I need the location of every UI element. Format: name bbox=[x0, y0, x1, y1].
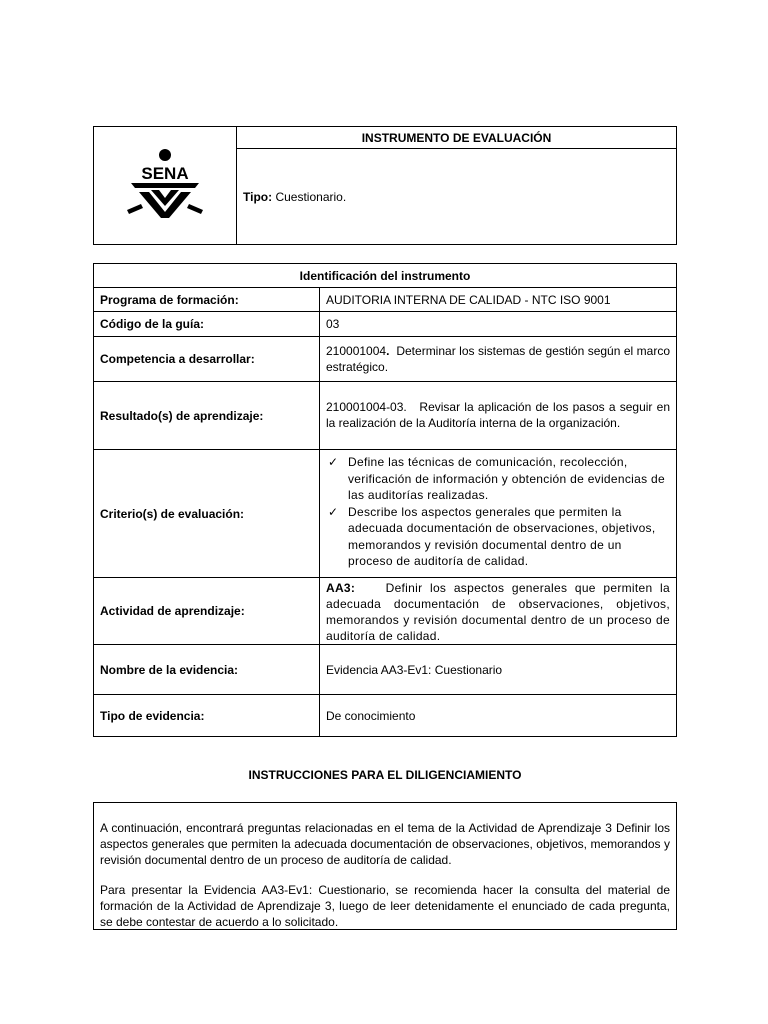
row-label: Código de la guía: bbox=[94, 312, 320, 337]
activity-code: AA3: bbox=[326, 581, 356, 595]
row-value: 210001004. Determinar los sistemas de gestión según el marco estratégico. bbox=[320, 337, 677, 382]
instructions-box bbox=[93, 802, 677, 930]
row-value: Evidencia AA3-Ev1: Cuestionario bbox=[320, 645, 677, 695]
identification-title: Identificación del instrumento bbox=[94, 264, 677, 288]
row-value: 03 bbox=[320, 312, 677, 337]
criteria-cell bbox=[320, 450, 677, 578]
instructions-title: INSTRUCCIONES PARA EL DILIGENCIAMIENTO bbox=[248, 768, 522, 782]
tipo-label: Tipo: bbox=[243, 189, 273, 204]
logo-cell bbox=[94, 127, 237, 245]
row-value: AUDITORIA INTERNA DE CALIDAD - NTC ISO 9001 bbox=[320, 288, 677, 312]
tipo-cell bbox=[237, 149, 677, 245]
row-label: Programa de formación: bbox=[94, 288, 320, 312]
criteria-text: Define las técnicas de comunicación, recolección, verificación de información y obtención de evidencias de las auditorías realizadas. bbox=[348, 455, 665, 502]
row-label: Nombre de la evidencia: bbox=[94, 645, 320, 695]
check-icon: ✓ bbox=[328, 455, 339, 469]
row-value: 210001004-03. Revisar la aplicación de los pasos a seguir en la realización de la Auditoría interna de la organización. bbox=[320, 382, 677, 450]
tipo-value: Cuestionario. bbox=[275, 189, 347, 204]
competencia-text: Determinar los sistemas de gestión según el marco estratégico. bbox=[326, 344, 670, 374]
activity-text: Definir los aspectos generales que permiten la adecuada documentación de observaciones, objetivos, memorandos y revisión documental dentro de un proceso de auditoría de calidad. bbox=[326, 581, 670, 643]
check-icon: ✓ bbox=[328, 504, 339, 519]
list-item bbox=[326, 454, 670, 504]
row-label: Tipo de evidencia: bbox=[94, 695, 320, 737]
instrument-title: INSTRUMENTO DE EVALUACIÓN bbox=[237, 127, 677, 149]
row-label: Actividad de aprendizaje: bbox=[94, 578, 320, 645]
row-label: Resultado(s) de aprendizaje: bbox=[94, 382, 320, 450]
logo-text: SENA bbox=[141, 163, 189, 183]
row-value: De conocimiento bbox=[320, 695, 677, 737]
header-table bbox=[93, 126, 677, 245]
row-label: Competencia a desarrollar: bbox=[94, 337, 320, 382]
criteria-text: Describe los aspectos generales que permiten la adecuada documentación de observaciones, objetivos, memorandos y revisión documental dentro de un proceso de auditoría de calidad. bbox=[348, 504, 656, 568]
row-label: Criterio(s) de evaluación: bbox=[94, 450, 320, 578]
competencia-code: 210001004 bbox=[326, 344, 387, 358]
instructions-paragraph: Para presentar la Evidencia AA3-Ev1: Cuestionario, se recomienda hacer la consulta del material de formación de la Actividad de Aprendizaje 3, luego de leer detenidamente el enunciado de cada pregunta, se debe contestar de acuerdo a lo solicitado. bbox=[100, 883, 670, 929]
criteria-list bbox=[326, 454, 670, 570]
list-item bbox=[326, 504, 670, 570]
instructions-paragraph: A continuación, encontrará preguntas relacionadas en el tema de la Actividad de Aprendizaje 3 Definir los aspectos generales que permiten la adecuada documentación de observaciones, objetivos, memorandos y revisión documental dentro de un proceso de auditoría de calidad. bbox=[100, 821, 670, 867]
identification-table bbox=[93, 263, 677, 737]
sena-logo bbox=[125, 148, 205, 224]
row-value bbox=[320, 578, 677, 645]
